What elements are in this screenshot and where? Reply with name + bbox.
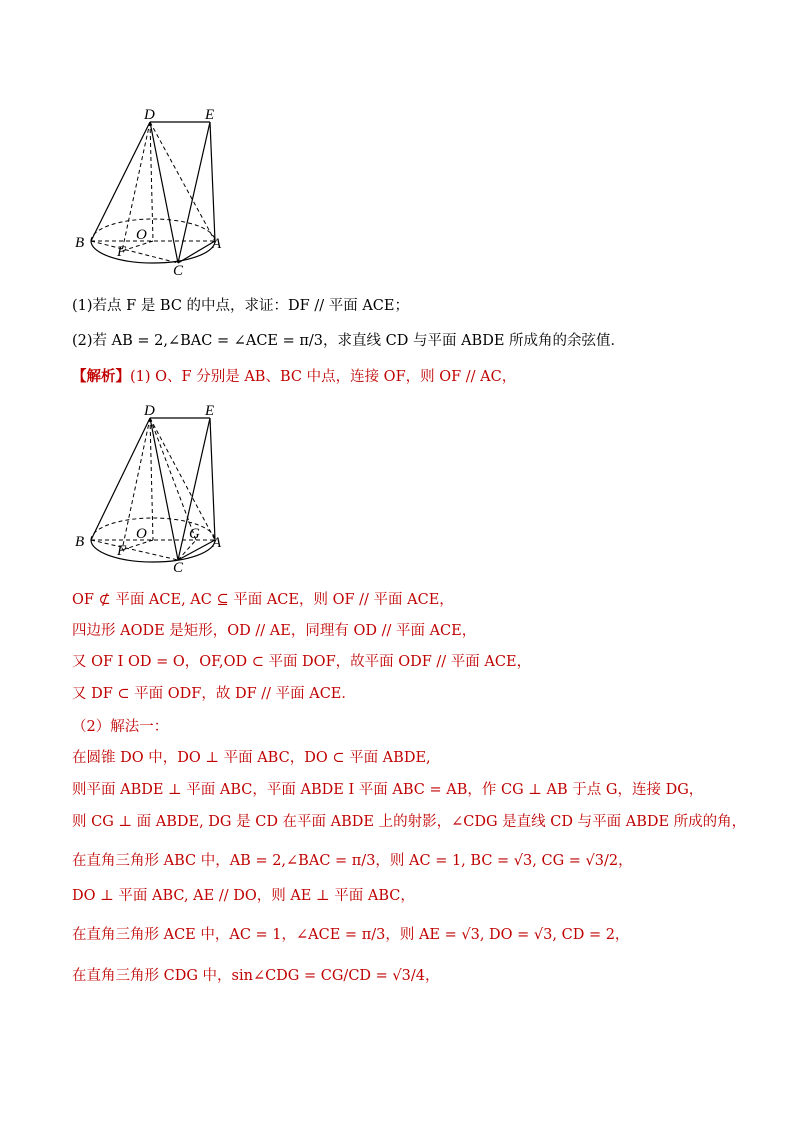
label-E: E — [205, 403, 215, 419]
label-O: O — [136, 526, 147, 542]
label-F: F — [117, 244, 127, 260]
solution-line-9: 在直角三角形 ABC 中，AB = 2,∠BAC = π/3，则 AC = 1, BC = √3, CG = √3/2， — [72, 853, 633, 869]
solution-line-8: 则 CG ⊥ 面 ABDE, DG 是 CD 在平面 ABDE 上的射影，∠CDG 是直线 CD 与平面 ABDE 所成的角， — [72, 814, 747, 830]
solution-line-5: （2）解法一： — [72, 719, 169, 735]
label-O: O — [136, 227, 147, 243]
solution-line-3: 又 OF I OD = O，OF,OD ⊂ 平面 DOF，故平面 ODF // 平面 ACE， — [72, 654, 532, 670]
label-D: D — [144, 107, 155, 123]
label-G: G — [189, 526, 200, 542]
question-2: (2)若 AB = 2,∠BAC = ∠ACE = π/3，求直线 CD 与平面 ABDE 所成角的余弦值． — [72, 333, 626, 349]
label-B: B — [75, 534, 85, 550]
solution-line-6: 在圆锥 DO 中，DO ⊥ 平面 ABC，DO ⊂ 平面 ABDE, — [72, 750, 431, 766]
label-C: C — [173, 560, 184, 576]
solution-part1-text: (1) O、F 分别是 AB、BC 中点，连接 OF，则 OF // AC， — [130, 369, 517, 385]
figure-2-cone — [70, 392, 240, 577]
label-D: D — [144, 403, 155, 419]
solution-line-12: 在直角三角形 CDG 中，sin∠CDG = CG/CD = √3/4， — [72, 968, 440, 984]
label-A: A — [212, 236, 222, 252]
figure-1-cone — [70, 100, 240, 280]
solution-line-4: 又 DF ⊂ 平面 ODF，故 DF // 平面 ACE． — [72, 686, 356, 702]
label-F: F — [117, 543, 127, 559]
solution-tag: 【解析】 — [72, 368, 130, 385]
label-A: A — [212, 535, 222, 551]
solution-line-10: DO ⊥ 平面 ABC, AE // DO，则 AE ⊥ 平面 ABC， — [72, 888, 415, 904]
solution-part1-intro — [72, 367, 516, 387]
solution-line-2: 四边形 AODE 是矩形，OD // AE，同理有 OD // 平面 ACE， — [72, 623, 477, 639]
question-1: (1)若点 F 是 BC 的中点，求证：DF // 平面 ACE； — [72, 298, 409, 314]
solution-line-7: 则平面 ABDE ⊥ 平面 ABC，平面 ABDE I 平面 ABC = AB，作 CG ⊥ AB 于点 G，连接 DG， — [72, 782, 704, 798]
solution-line-1: OF ⊄ 平面 ACE, AC ⊆ 平面 ACE，则 OF // 平面 ACE， — [72, 592, 454, 608]
solution-line-11: 在直角三角形 ACE 中，AC = 1，∠ACE = π/3，则 AE = √3, DO = √3, CD = 2， — [72, 927, 630, 943]
label-C: C — [173, 263, 184, 279]
label-B: B — [75, 235, 85, 251]
label-E: E — [205, 107, 215, 123]
